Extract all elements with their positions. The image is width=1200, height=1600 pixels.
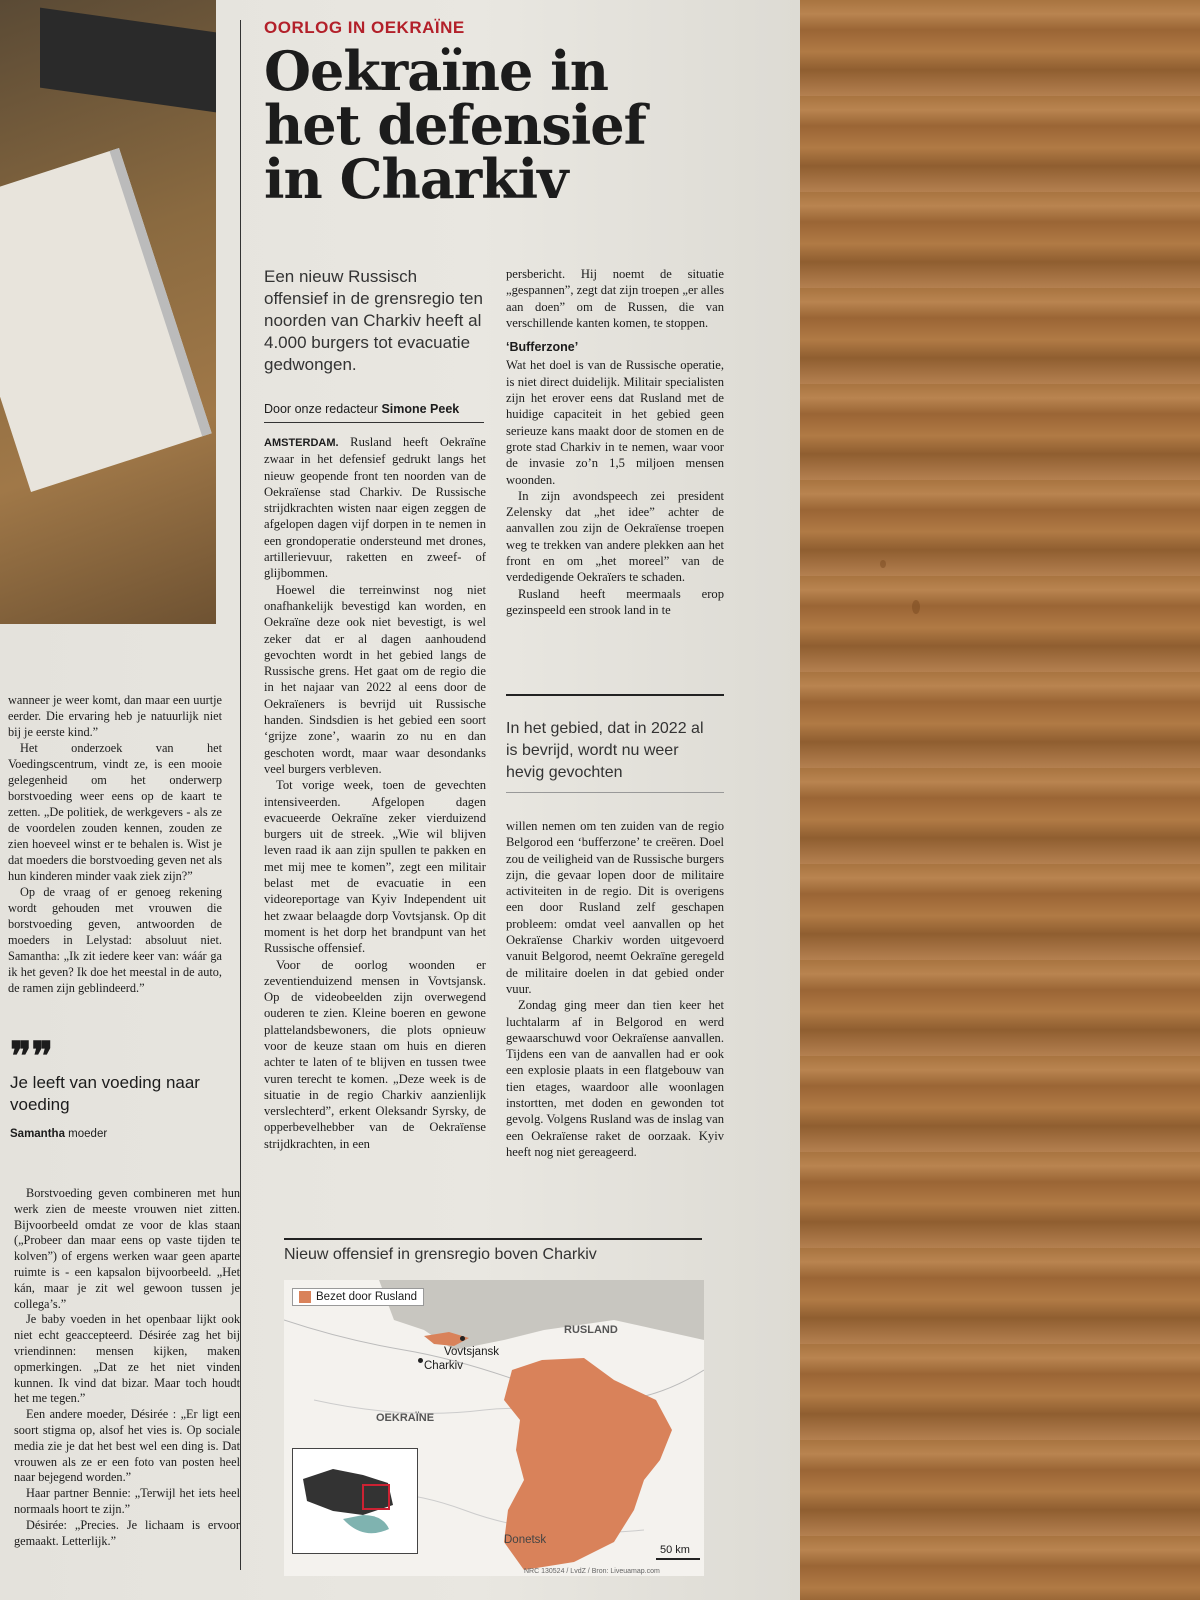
subheading: ‘Bufferzone’ bbox=[506, 340, 579, 355]
label-rusland: RUSLAND bbox=[564, 1324, 618, 1336]
wood-mark bbox=[912, 600, 920, 614]
map-top-rule bbox=[284, 1238, 702, 1240]
wooden-table bbox=[800, 0, 1200, 1600]
paragraph: Haar partner Bennie: „Terwijl het iets heel normaals hoort te zijn.” bbox=[14, 1486, 240, 1516]
lead-paragraph: Een nieuw Russisch offensief in de grensregio ten noorden van Charkiv heeft al 4.000 burgers tot evacuatie gedwongen. bbox=[264, 267, 483, 374]
label-oekraine: OEKRAÏNE bbox=[376, 1412, 435, 1424]
paragraph: Hoewel die terreinwinst nog niet onafhankelijk bevestigd kan worden, en Oekraïne deze ook niet bevestigt, is wel zeker dat er al dagen aanhoudend gevochten wordt in het gebied langs de Russische grens. Het gaat om de regio die in het najaar van 2022 al eens door de Oekraïeners is bevrijd uit Russische handen. Sindsdien is het gebied een soort ‘grijze zone’, waarin zo nu en dan geschoten wordt, maar waar desondanks veel burgers verbleven. bbox=[264, 582, 486, 776]
pullquote-rule bbox=[506, 694, 724, 696]
paragraph: wanneer je weer komt, dan maar een uurtje eerder. Die ervaring heb je natuurlijk niet bij je eerste kind.” bbox=[8, 693, 222, 739]
legend-swatch bbox=[299, 1291, 311, 1303]
city-dot bbox=[418, 1358, 423, 1363]
paragraph: Een andere moeder, Désirée : „Er ligt een soort stigma op, alsof het vies is. Op sociale media zie je dat het best wel een ding is. Dat vrouwen als ze er een foto van posten heel naar bejegend worden.” bbox=[14, 1407, 240, 1485]
paragraph: In zijn avondspeech zei president Zelensky dat „het idee” achter de aanvallen zou zijn de Oekraïense troepen weg te trekken van andere plekken aan het front en om „het moreel” van de verdedigende Oekraïers te schaden. bbox=[506, 488, 724, 585]
section-kicker: OORLOG IN OEKRAÏNE bbox=[264, 18, 465, 37]
photo-laptop bbox=[40, 8, 216, 113]
byline-author: Simone Peek bbox=[381, 402, 460, 416]
left-pullquote: Je leeft van voeding naar voeding bbox=[10, 1073, 200, 1114]
column-divider bbox=[240, 20, 241, 1570]
locator-graphic bbox=[293, 1449, 417, 1553]
pullquote-rule-bottom bbox=[506, 792, 724, 793]
dateline: AMSTERDAM. bbox=[264, 437, 339, 449]
attribution-role: moeder bbox=[68, 1128, 108, 1140]
label-charkiv: Charkiv bbox=[424, 1360, 463, 1372]
attribution-name: Samantha bbox=[10, 1128, 65, 1140]
label-donetsk: Donetsk bbox=[504, 1534, 547, 1546]
paragraph: Wat het doel is van de Russische operatie, is niet direct duidelijk. Militair specialisten zijn het erover eens dat Rusland met de huidige capaciteit in het gebied geen serieuze kans maakt door de stomen en de grote stad Charkiv in te nemen, waar voor de invasie zo’n 1,5 miljoen mensen woonden. bbox=[506, 358, 724, 487]
pullquote: In het gebied, dat in 2022 al is bevrijd, wordt nu weer hevig gevochten bbox=[506, 720, 704, 781]
byline bbox=[264, 402, 484, 423]
byline-prefix: Door onze redacteur bbox=[264, 402, 378, 416]
article-photo bbox=[0, 0, 216, 624]
article-column-1 bbox=[264, 434, 486, 1152]
legend-label: Bezet door Rusland bbox=[316, 1291, 418, 1303]
paragraph: Rusland heeft meermaals erop gezinspeeld een strook land in te bbox=[506, 586, 724, 617]
scale-bar bbox=[656, 1558, 700, 1560]
headline-line: het defensief bbox=[264, 93, 646, 157]
paragraph: Borstvoeding geven combineren met hun werk zien de meeste vrouwen niet zitten. Bijvoorbeeld omdat ze voor de klas staan („Probeer dan maar eens op vaste tijden te kolven”) of ergens werken waar geen aparte ruimte is - een kapsalon bijvoorbeeld. „Het kán, maar je zit wel gewoon tussen je collega’s.” bbox=[14, 1186, 240, 1311]
paragraph: Désirée: „Precies. Je lichaam is ervoor gemaakt. Letterlijk.” bbox=[14, 1517, 240, 1548]
left-article-top bbox=[8, 692, 222, 996]
paragraph: Het onderzoek van het Voedingscentrum, vindt ze, is een mooie gelegenheid om het onderwerp borstvoeding weer eens op de kaart te zetten. „De politiek, de werkgevers - als ze de voordelen zouden kennen, zouden ze zien hoeveel winst er te behalen is. Wist je dat moeders die borstvoeding geven net als hun kinderen minder vaak ziek zijn?” bbox=[8, 741, 222, 883]
paragraph: Je baby voeden in het openbaar lijkt ook niet echt geaccepteerd. Désirée zag het bij vriendinnen: mensen kijken, maken opmerkingen. „Dat ze het niet vinden kunnen. Ik vind dat bizar. Maar toch houdt het me tegen.” bbox=[14, 1312, 240, 1406]
article-column-2-top bbox=[506, 266, 724, 618]
quote-mark-icon: ❞❞ bbox=[10, 1033, 54, 1080]
article-column-2-bottom bbox=[506, 818, 724, 1160]
headline-line: Oekraïne in bbox=[264, 39, 608, 103]
paragraph: Op de vraag of er genoeg rekening wordt gehouden met vrouwen die borstvoeding geven, antwoorden de moeders in Lelystad: absoluut niet. Samantha: „Ik zit iedere keer van: wáár ga ik het geven? Ik doe het meestal in de auto, de ramen zijn geblindeerd.” bbox=[8, 885, 222, 995]
headline-line: in Charkiv bbox=[264, 147, 568, 211]
locator-inset bbox=[292, 1448, 418, 1554]
quote-attribution bbox=[10, 1128, 107, 1140]
paragraph: persbericht. Hij noemt de situatie „gespannen”, zegt dat zijn troepen „er alles aan doen” om de Russen, die van verschillende kanten komen, te stoppen. bbox=[506, 267, 724, 330]
photo-book bbox=[0, 148, 212, 492]
map-title: Nieuw offensief in grensregio boven Charkiv bbox=[284, 1246, 597, 1263]
paragraph: Zondag ging meer dan tien keer het luchtalarm af in Belgorod en werd gewaarschuwd voor Oekraïense aanvallen. Tijdens een van de aanvallen had er ook een explosie plaats in een flatgebouw van tien etages, waardoor alle woonlagen instortten, met doden en gewonden tot gevolg. Volgens Rusland was de inslag van een Oekraïense raket de oorzaak. Kyiv heeft nog niet gereageerd. bbox=[506, 998, 724, 1159]
paragraph: Voor de oorlog woonden er zeventienduizend mensen in Vovtsjansk. Op de videobeelden zijn overwegend ouderen te zien. Kleine boeren en gewone plattelandsbewoners, die plots opnieuw voor de keuze staan om huis en dieren achter te laten of te blijven en tussen twee vuren terecht te komen. „Deze week is de situatie in de regio Charkiv aanzienlijk verslechterd”, erkent Oleksandr Syrsky, de opperbevelhebber van de Oekraïense strijdkrachten, in een bbox=[264, 957, 486, 1151]
headline bbox=[264, 39, 684, 211]
map-credit: NRC 130524 / LvdZ / Bron: Liveuamap.com bbox=[524, 1568, 660, 1575]
label-vovtsjansk: Vovtsjansk bbox=[444, 1346, 499, 1358]
scale-label: 50 km bbox=[660, 1544, 690, 1556]
city-dot bbox=[460, 1336, 465, 1341]
wood-mark bbox=[880, 560, 886, 568]
map-legend bbox=[292, 1288, 424, 1306]
paragraph: AMSTERDAM. Rusland heeft Oekraïne zwaar in het defensief gedrukt langs het nieuw geopende front ten noorden van de Oekraïense stad Charkiv. De Russische strijdkrachten wisten naar eigen zeggen de afgelopen dagen vijf dorpen in te nemen in een grondoperatie ondersteund met drones, artillerievuur, raketten en zweef- of glijbommen. bbox=[264, 435, 486, 581]
map bbox=[284, 1280, 704, 1576]
paragraph: willen nemen om ten zuiden van de regio Belgorod een ‘bufferzone’ te creëren. Doel zou de veiligheid van de Russische burgers zijn, die gevaar lopen door de militaire activiteiten in de regio. Dit is overigens een door Rusland zelf geschapen probleem: omdat veel aanvallen op het Oekraïense Charkiv worden uitgevoerd vanuit Belgorod, neemt Oekraïne geregeld de militaire doelen in dat gebied onder vuur. bbox=[506, 819, 724, 996]
paragraph: Tot vorige week, toen de gevechten intensiveerden. Afgelopen dagen evacueerde Oekraïne zeker vierduizend burgers uit de streek. „Wie wil blijven leven raad ik aan zijn spullen te pakken en met mij mee te komen”, zegt een militair belast met de evacuatie in een videoreportage van Kyiv Independent uit het zwaar belaagde dorp Vovtsjansk. Op dit moment is het dorp het brandpunt van het Russische offensief. bbox=[264, 778, 486, 956]
left-article-bottom bbox=[14, 1186, 240, 1549]
